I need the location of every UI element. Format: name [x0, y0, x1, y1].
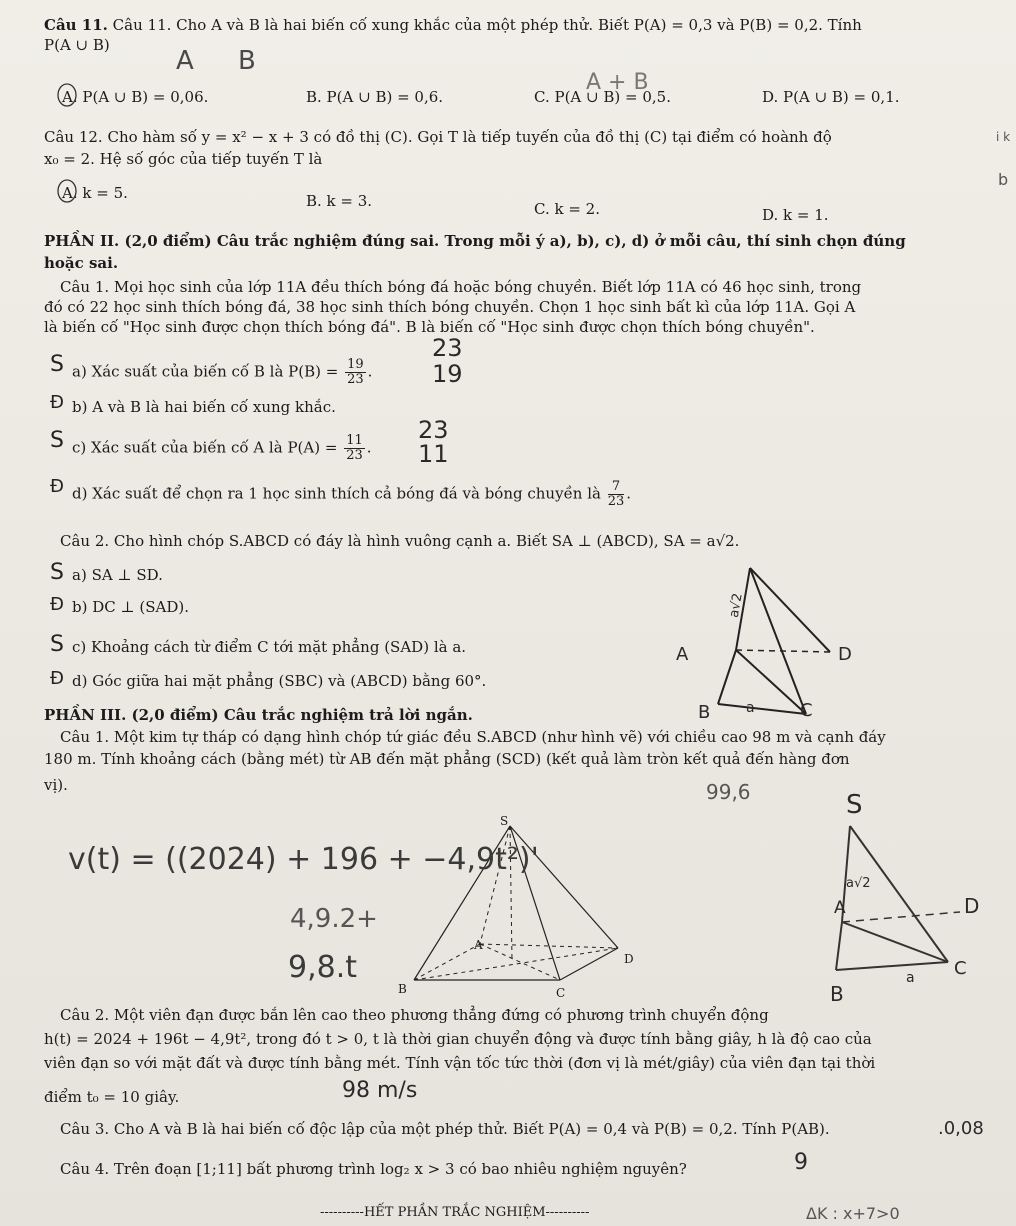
- p3-c2-line4: điểm t₀ = 10 giây.: [44, 1088, 180, 1106]
- pyramid-figure: [400, 810, 640, 1010]
- p2-c1-line3: là biến cố "Học sinh được chọn thích bóng đá". B là biến cố "Học sinh được chọn thích bóng chuyền".: [44, 318, 815, 336]
- fig-label-C: C: [556, 986, 566, 1000]
- hand-label-S: S: [846, 790, 863, 820]
- hand-calc1: v(t) = ((2024) + 196 + −4,9t²)': [68, 842, 539, 877]
- q11-option-b: B. P(A ∪ B) = 0,6.: [306, 88, 444, 106]
- p2-c1-d: d) Xác suất để chọn ra 1 học sinh thích cả bóng đá và bóng chuyền là $\frac{7}{23}$ .: [72, 479, 632, 509]
- hand-ab-top: A B: [176, 46, 274, 76]
- p3-c3: Câu 3. Cho A và B là hai biến cố độc lập của một phép thử. Biết P(A) = 0,4 và P(B) = 0,2. Tính P(AB).: [60, 1120, 830, 1138]
- p2-c1-d-fraction: $\frac{7}{23}$: [607, 479, 625, 509]
- hand-label-a2: a√2: [846, 876, 871, 891]
- mark-c2-c: S: [50, 632, 64, 657]
- hand-ans-996: 99,6: [706, 780, 751, 804]
- p2-c2-b: b) DC ⊥ (SAD).: [72, 598, 189, 616]
- p2-c1-c-fraction: $\frac{11}{23}$: [346, 433, 363, 463]
- hand-label-A: A: [834, 898, 846, 918]
- q12-option-d: D. k = 1.: [762, 206, 829, 224]
- pyramid-sketch-small: [690, 552, 870, 722]
- hand-margin-b: b: [998, 170, 1009, 189]
- hand-label-a: a: [906, 970, 915, 986]
- p2-c2-c: c) Khoảng cách từ điểm C tới mặt phẳng (SAD) là a.: [72, 638, 467, 656]
- hand-margin-r: i k: [996, 130, 1011, 144]
- hand-label-B: B: [830, 982, 844, 1006]
- hand-plus: A + B: [586, 70, 649, 95]
- hand-ans-008: .0,08: [938, 1118, 984, 1139]
- p2-c1-line2: đó có 22 học sinh thích bóng đá, 38 học sinh thích bóng chuyền. Chọn 1 học sinh bất kì của lớp 11A. Gọi A: [44, 298, 856, 316]
- q12-line1: Câu 12. Cho hàm số y = x² − x + 3 có đồ thị (C). Gọi T là tiếp tuyến của đồ thị (C) tại điểm có hoành độ: [44, 128, 832, 146]
- q11-option-a: A. P(A ∪ B) = 0,06.: [62, 88, 209, 106]
- hand-ans-9: 9: [794, 1150, 808, 1175]
- p3-c2-line1: Câu 2. Một viên đạn được bắn lên cao theo phương thẳng đứng có phương trình chuyển động: [60, 1006, 769, 1024]
- small-label-B: B: [698, 702, 711, 723]
- mark-a: S: [50, 352, 64, 377]
- mark-d: Đ: [50, 476, 64, 497]
- small-label-C: C: [800, 700, 813, 721]
- q11-line2: P(A ∪ B): [44, 36, 110, 54]
- p2-c1-a-fraction: $\frac{19}{23}$: [347, 357, 364, 387]
- q11-option-c: C. P(A ∪ B) = 0,5.: [534, 88, 671, 106]
- mark-c2-d: Đ: [50, 668, 64, 689]
- q11-option-d: D. P(A ∪ B) = 0,1.: [762, 88, 900, 106]
- part3-footer: ----------HẾT PHẦN TRẮC NGHIỆM----------: [320, 1205, 590, 1220]
- hand-ans-a-top: 23: [432, 334, 463, 362]
- small-label-sa: a√2: [726, 592, 746, 619]
- q12-option-b: B. k = 3.: [306, 192, 373, 210]
- p2-c2-d: d) Góc giữa hai mặt phẳng (SBC) và (ABCD) bằng 60°.: [72, 672, 487, 690]
- mark-b: Đ: [50, 392, 64, 413]
- q11-line1: Câu 11. Câu 11. Cho A và B là hai biến cố xung khắc của một phép thử. Biết P(A) = 0,3 và P(B) = 0,2. Tính: [44, 16, 862, 34]
- hand-label-D: D: [964, 894, 980, 918]
- circle-q11-a: [56, 82, 78, 108]
- hand-ans-c-bottom: 11: [418, 440, 449, 468]
- p3-c4: Câu 4. Trên đoạn [1;11] bất phương trình log₂ x > 3 có bao nhiêu nghiệm nguyên?: [60, 1160, 687, 1178]
- q12-line2: x₀ = 2. Hệ số góc của tiếp tuyến T là: [44, 150, 323, 168]
- p3-c1-line3: vị).: [44, 776, 68, 794]
- hand-calc2: 4,9.2+: [290, 904, 378, 934]
- small-label-D: D: [838, 644, 852, 665]
- p2-c1-c: c) Xác suất của biến cố A là P(A) = $\frac{11}{23}$ .: [72, 433, 372, 463]
- p3-c1-line1: Câu 1. Một kim tự tháp có dạng hình chóp tứ giác đều S.ABCD (như hình vẽ) với chiều cao 98 m và cạnh đáy: [60, 728, 886, 746]
- hand-ans-98: 98 m/s: [342, 1078, 418, 1103]
- hand-calc3: 9,8.t: [288, 950, 358, 985]
- fig-label-A: A: [474, 938, 483, 952]
- p2-c1-a: a) Xác suất của biến cố B là P(B) = $\frac{19}{23}$ .: [72, 357, 373, 387]
- p3-c2-line2: h(t) = 2024 + 196t − 4,9t², trong đó t > 0, t là thời gian chuyển động và được tính bằng giây, h là độ cao của: [44, 1030, 872, 1048]
- hand-ans-c-top: 23: [418, 416, 449, 444]
- small-label-a: a: [746, 700, 755, 716]
- p3-c1-line2: 180 m. Tính khoảng cách (bằng mét) từ AB đến mặt phẳng (SCD) (kết quả làm tròn kết quả đến hàng đơn: [44, 750, 850, 768]
- mark-c: S: [50, 428, 64, 453]
- p2-c2-a: a) SA ⊥ SD.: [72, 566, 163, 584]
- q12-option-a: A. k = 5.: [62, 184, 128, 202]
- circle-q12-a: [56, 178, 78, 204]
- p2-c1-b: b) A và B là hai biến cố xung khắc.: [72, 398, 336, 416]
- p3-c2-line3: viên đạn so với mặt đất và được tính bằng mét. Tính vận tốc tức thời (đơn vị là mét/giây) của viên đạn tại thời: [44, 1054, 876, 1072]
- p2-c2-line1: Câu 2. Cho hình chóp S.ABCD có đáy là hình vuông cạnh a. Biết SA ⊥ (ABCD), SA = a√2.: [60, 532, 740, 550]
- mark-c2-a: S: [50, 560, 64, 585]
- hand-bottom-right: ΔK : x+7>0: [806, 1204, 900, 1223]
- fig-label-B: B: [398, 982, 407, 996]
- part2-heading2: hoặc sai.: [44, 254, 119, 272]
- small-label-A: A: [676, 644, 689, 665]
- hand-label-C: C: [954, 958, 967, 979]
- part2-heading: PHẦN II. (2,0 điểm) Câu trắc nghiệm đúng sai. Trong mỗi ý a), b), c), d) ở mỗi câu, thí sinh chọn đúng: [44, 232, 906, 250]
- q12-option-c: C. k = 2.: [534, 200, 600, 218]
- fig-label-S: S: [500, 814, 509, 828]
- part3-heading: PHẦN III. (2,0 điểm) Câu trắc nghiệm trả lời ngắn.: [44, 706, 473, 724]
- fig-label-D: D: [624, 952, 634, 966]
- mark-c2-b: Đ: [50, 594, 64, 615]
- p2-c1-line1: Câu 1. Mọi học sinh của lớp 11A đều thích bóng đá hoặc bóng chuyền. Biết lớp 11A có 46 học sinh, trong: [60, 278, 862, 296]
- hand-ans-a-bottom: 19: [432, 360, 463, 388]
